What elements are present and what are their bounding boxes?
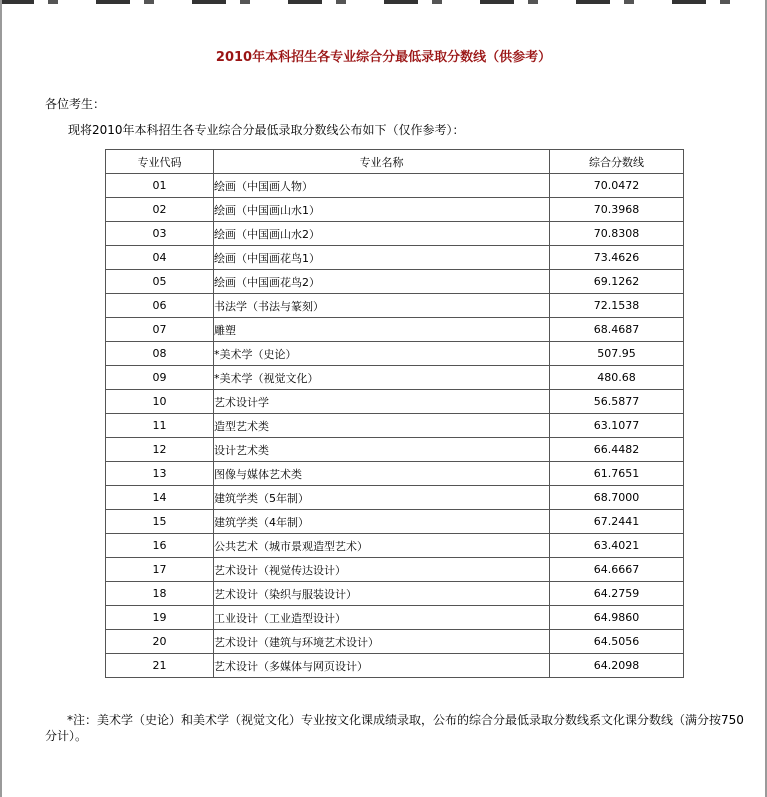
cell-code: 18 — [106, 582, 214, 606]
cell-score: 68.4687 — [550, 318, 684, 342]
left-border — [0, 0, 2, 797]
table-body — [106, 174, 684, 678]
cell-score: 56.5877 — [550, 390, 684, 414]
cell-name: 绘画（中国画花鸟2） — [214, 270, 550, 294]
table-row — [106, 318, 684, 342]
table-row — [106, 270, 684, 294]
cell-name: 公共艺术（城市景观造型艺术） — [214, 534, 550, 558]
cell-name: *美术学（视觉文化） — [214, 366, 550, 390]
header-name: 专业名称 — [214, 150, 550, 174]
cell-score: 68.7000 — [550, 486, 684, 510]
cell-code: 10 — [106, 390, 214, 414]
cell-score: 64.5056 — [550, 630, 684, 654]
table-row — [106, 366, 684, 390]
cell-name: 建筑学类（4年制） — [214, 510, 550, 534]
cell-name: 雕塑 — [214, 318, 550, 342]
header-code: 专业代码 — [106, 150, 214, 174]
cell-score: 73.4626 — [550, 246, 684, 270]
cell-score: 70.0472 — [550, 174, 684, 198]
cell-name: 绘画（中国画山水2） — [214, 222, 550, 246]
table-row — [106, 654, 684, 678]
table-row — [106, 582, 684, 606]
cell-code: 15 — [106, 510, 214, 534]
table-row — [106, 606, 684, 630]
header-score: 综合分数线 — [550, 150, 684, 174]
cell-code: 07 — [106, 318, 214, 342]
table-row — [106, 630, 684, 654]
footnote — [45, 712, 745, 744]
cell-name: 艺术设计（染织与服装设计） — [214, 582, 550, 606]
table-row — [106, 222, 684, 246]
cell-score: 66.4482 — [550, 438, 684, 462]
top-edge-strip — [0, 0, 767, 4]
cell-name: 艺术设计（建筑与环境艺术设计） — [214, 630, 550, 654]
cell-score: 480.68 — [550, 366, 684, 390]
cell-name: 艺术设计学 — [214, 390, 550, 414]
cell-name: 工业设计（工业造型设计） — [214, 606, 550, 630]
score-table — [105, 149, 684, 678]
cell-name: 设计艺术类 — [214, 438, 550, 462]
cell-name: 绘画（中国画人物） — [214, 174, 550, 198]
cell-code: 14 — [106, 486, 214, 510]
cell-score: 63.4021 — [550, 534, 684, 558]
greeting-text: 各位考生： — [45, 97, 106, 111]
table-row — [106, 294, 684, 318]
cell-code: 16 — [106, 534, 214, 558]
cell-code: 12 — [106, 438, 214, 462]
table-row — [106, 198, 684, 222]
table-row — [106, 558, 684, 582]
table-row — [106, 246, 684, 270]
cell-score: 72.1538 — [550, 294, 684, 318]
cell-name: 艺术设计（多媒体与网页设计） — [214, 654, 550, 678]
cell-score: 69.1262 — [550, 270, 684, 294]
cell-score: 64.9860 — [550, 606, 684, 630]
cell-name: *美术学（史论） — [214, 342, 550, 366]
table-row — [106, 462, 684, 486]
cell-name: 绘画（中国画花鸟1） — [214, 246, 550, 270]
cell-code: 05 — [106, 270, 214, 294]
table-header-row — [106, 150, 684, 174]
cell-name: 书法学（书法与篆刻） — [214, 294, 550, 318]
cell-score: 67.2441 — [550, 510, 684, 534]
cell-score: 507.95 — [550, 342, 684, 366]
cell-code: 02 — [106, 198, 214, 222]
intro-text: 现将2010年本科招生各专业综合分最低录取分数线公布如下（仅作参考）： — [68, 123, 465, 137]
table-row — [106, 390, 684, 414]
cell-name: 艺术设计（视觉传达设计） — [214, 558, 550, 582]
cell-name: 建筑学类（5年制） — [214, 486, 550, 510]
table-row — [106, 534, 684, 558]
cell-code: 21 — [106, 654, 214, 678]
cell-score: 64.2098 — [550, 654, 684, 678]
cell-code: 08 — [106, 342, 214, 366]
cell-name: 图像与媒体艺术类 — [214, 462, 550, 486]
cell-code: 19 — [106, 606, 214, 630]
cell-name: 绘画（中国画山水1） — [214, 198, 550, 222]
cell-code: 03 — [106, 222, 214, 246]
table-row — [106, 438, 684, 462]
page-title: 2010年本科招生各专业综合分最低录取分数线（供参考） — [215, 50, 552, 65]
cell-score: 70.3968 — [550, 198, 684, 222]
table-row — [106, 174, 684, 198]
table-row — [106, 414, 684, 438]
cell-code: 01 — [106, 174, 214, 198]
cell-score: 61.7651 — [550, 462, 684, 486]
cell-code: 09 — [106, 366, 214, 390]
footnote-text: *注：美术学（史论）和美术学（视觉文化）专业按文化课成绩录取，公布的综合分最低录取分数线系文化课分数线（满分按750分计）。 — [45, 713, 744, 743]
cell-code: 13 — [106, 462, 214, 486]
cell-code: 04 — [106, 246, 214, 270]
cell-score: 64.2759 — [550, 582, 684, 606]
cell-score: 64.6667 — [550, 558, 684, 582]
table-row — [106, 510, 684, 534]
cell-name: 造型艺术类 — [214, 414, 550, 438]
cell-code: 20 — [106, 630, 214, 654]
cell-score: 70.8308 — [550, 222, 684, 246]
table-row — [106, 342, 684, 366]
cell-code: 17 — [106, 558, 214, 582]
cell-code: 11 — [106, 414, 214, 438]
cell-score: 63.1077 — [550, 414, 684, 438]
cell-code: 06 — [106, 294, 214, 318]
table-row — [106, 486, 684, 510]
